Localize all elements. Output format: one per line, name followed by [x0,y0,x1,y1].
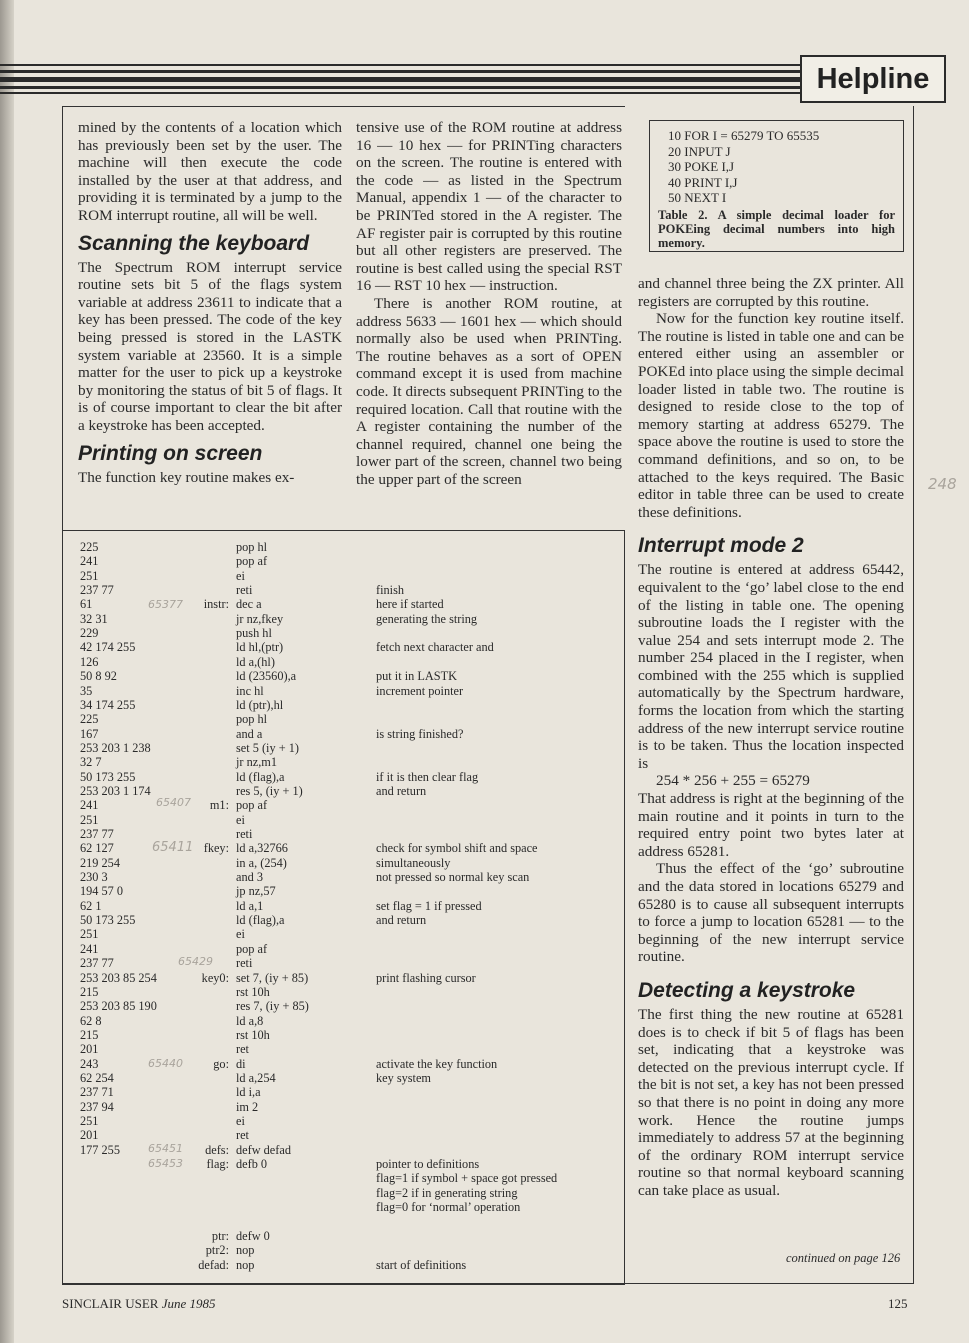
listing-row [62,583,624,597]
listing-instruction: nop [236,1243,255,1258]
listing-row [62,1243,624,1257]
basic-line: 20 INPUT J [668,143,731,159]
listing-comment: increment pointer [376,683,464,698]
listing-bytes: 237 77 [80,827,114,841]
listing-instruction: ld a,254 [236,1070,276,1085]
listing-instruction: pop af [236,941,268,956]
listing-bytes: 215 [80,1027,99,1042]
listing-row [62,841,624,855]
listing-bytes: 167 [80,726,99,741]
page-spine-shadow [0,0,14,1343]
listing-bytes: 243 [80,1056,99,1071]
listing-bytes: 42 174 255 [80,640,136,655]
listing-instruction: rst 10h [236,984,270,999]
listing-bytes: 225 [80,712,99,727]
listing-instruction: and a [236,726,263,741]
listing-bytes: 251 [80,927,99,942]
listing-bytes: 241 [80,554,99,569]
listing-row [62,870,624,884]
listing-instruction: dec a [236,597,262,612]
listing-bytes: 251 [80,1114,99,1128]
listing-label: m1: [209,798,229,813]
pencil-note: 65453 [148,1157,183,1170]
listing-instruction: pop hl [236,712,268,727]
listing-instruction: set 5 (iy + 1) [236,740,299,755]
listing-row [62,971,624,985]
listing-instruction: im 2 [236,1099,259,1114]
listing-row [62,626,624,640]
listing-row [62,612,624,626]
listing-bytes: 35 [80,683,93,698]
listing-label: flag: [206,1157,229,1172]
listing-bytes: 219 254 [80,855,120,870]
listing-bytes: 62 127 [80,841,114,856]
listing-bytes: 253 203 1 238 [80,740,151,755]
pencil-note: 65451 [148,1142,183,1155]
listing-row [62,899,624,913]
listing-instruction: in a, (254) [236,855,287,870]
listing-bytes: 237 77 [80,583,114,598]
listing-comment: flag=1 if symbol + space got pressed [376,1171,558,1186]
listing-instruction: pop af [236,554,268,569]
listing-comment: fetch next character and [376,640,494,655]
subheading: Detecting a keystroke [638,978,856,1002]
listing-bytes: 201 [80,1042,99,1057]
paragraph: and channel three being the ZX printer. All registers are corrupted by this routine. [638,275,904,310]
paragraph: That address is right at the beginning of the main routine and it points in turn to the required entry point two bytes later at address 65281. [638,790,904,860]
paragraph: Now for the function key routine itself. The routine is listed in table one and can be entered either using an assembler or POKEd into place using the simple decimal loader listed in table two. The routine is designed to reside close to the top of memory starting at address 65279. The space above the routine is used to store the command definitions, and so on, to be attached to the keys required. The Basic editor in table three can be used to create these definitions. [638,310,904,521]
listing-instruction: ei [236,1114,245,1128]
listing-instruction: jr nz,fkey [236,611,284,626]
listing-label: instr: [203,597,229,612]
listing-instruction: jp nz,57 [236,884,276,899]
listing-row [62,1200,624,1214]
listing-comment: print flashing cursor [376,970,476,985]
listing-bytes: 62 8 [80,1013,102,1028]
magazine-name: SINCLAIR USER [62,1296,159,1311]
listing-row [62,1100,624,1114]
assembly-listing-box [62,530,625,1284]
listing-bytes: 50 173 255 [80,769,136,784]
listing-instruction: reti [236,956,253,971]
listing-bytes: 237 71 [80,1085,114,1100]
listing-instruction: res 5, (iy + 1) [236,783,303,798]
listing-instruction: reti [236,583,253,598]
listing-row [62,913,624,927]
listing-row [62,655,624,669]
listing-comment: finish [376,583,405,598]
listing-comment: flag=2 if in generating string [376,1185,518,1200]
listing-instruction: defb 0 [236,1157,268,1172]
listing-label: go: [213,1056,229,1071]
listing-bytes: 253 203 85 190 [80,999,157,1014]
basic-listing [650,121,903,206]
paragraph: The first thing the new routine at 65281 does is to check if bit 5 of flags has been set, indicating that a keystroke was detected on the previous interrupt cycle. If the bit is not set, a key has not been pressed so that there is no point in doing any more work. Hence the routine jumps immediately to address 57 at the beginning of the ordinary ROM interrupt service routine so that normal keyboard scanning can take place as usual. [638,1005,904,1199]
listing-row [62,669,624,683]
listing-bytes: 61 [80,597,93,612]
footer-magazine [62,1296,215,1312]
listing-instruction: nop [236,1257,255,1272]
paragraph: The routine is entered at address 65442, equivalent to the ‘go’ label close to the end of the listing in table one. The opening subroutine loads the I register with the value 254 and sets interrupt mode 2. The number 254 placed in the I register, when combined with the 255 which is supplied automatically by the Spectrum hardware, forms the location from which the starting address of the new interrupt service routine is to be taken. Thus the location inspected is [638,561,904,772]
listing-instruction: ld a,(hl) [236,654,275,669]
basic-line: 50 NEXT I [668,190,727,205]
listing-bytes: 201 [80,1128,99,1143]
listing-instruction: reti [236,827,253,841]
listing-row [62,956,624,970]
listing-instruction: ld (flag),a [236,769,285,784]
listing-bytes: 32 31 [80,611,108,626]
listing-row [62,1229,624,1243]
listing-comment: generating the string [376,611,478,626]
listing-instruction: ld a,1 [236,898,264,913]
listing-label: defad: [198,1257,229,1272]
listing-row [62,1143,624,1157]
listing-instruction: rst 10h [236,1027,270,1042]
paragraph: tensive use of the ROM routine at address 16 — 10 hex — for PRINTing characters on the screen. The routine is entered with the code — as listed in the Spectrum Manual, appendix 1 — of the character to be PRINTed stored in the A register. The AF register pair is corrupted by this routine but all other registers are preserved. The routine is best called using the special RST 16 — RST 10 hex — instruction. [356,119,622,295]
article-column-3 [638,275,904,1200]
article-frame-right [913,106,914,1284]
listing-row [62,640,624,654]
table-caption: Table 2. A simple decimal loader for POKEing decimal numbers into high memory. [658,207,895,250]
listing-instruction: ld (flag),a [236,913,285,928]
paragraph: The Spectrum ROM interrupt service routine sets bit 5 of the flags system variable at address 23611 to indicate that a key has been pressed. The code of the key being pressed is stored in the LASTK system variable at 23560. It is a simple matter for the user to pick up a keystroke by monitoring the status of bit 5 of flags. It is of course important to clear the bit after a keystroke has been accepted. [78,258,342,434]
listing-instruction: push hl [236,626,272,641]
listing-row [62,684,624,698]
listing-comment: start of definitions [376,1257,467,1272]
listing-row [62,698,624,712]
pencil-note: 65377 [148,598,183,611]
listing-bytes: 50 173 255 [80,913,136,928]
listing-row [62,798,624,812]
listing-comment: not pressed so normal key scan [376,870,530,885]
listing-instruction: di [236,1056,246,1071]
listing-comment: if it is then clear flag [376,769,479,784]
listing-label: ptr2: [205,1243,229,1258]
article-column-1 [78,119,342,486]
listing-row [62,1128,624,1142]
listing-instruction: ld i,a [236,1085,261,1100]
paragraph: The function key routine makes ex- [78,468,295,486]
listing-bytes: 50 8 92 [80,669,117,684]
listing-instruction: ei [236,812,245,827]
listing-label: fkey: [203,841,229,856]
listing-instruction: defw 0 [236,1228,270,1243]
listing-comment: set flag = 1 if pressed [376,898,482,913]
pencil-note: 65407 [156,796,191,809]
basic-line: 30 POKE I,J [668,159,735,174]
listing-instruction: pop af [236,798,268,813]
listing-comment: and return [376,913,427,928]
subheading: Interrupt mode 2 [638,534,804,558]
listing-bytes: 34 174 255 [80,697,136,712]
article-column-2 [356,119,622,488]
listing-comment: check for symbol shift and space [376,841,538,856]
listing-row [62,755,624,769]
listing-row [62,569,624,583]
listing-label: defs: [205,1142,229,1157]
listing-comment: key system [376,1070,431,1085]
listing-comment: flag=0 for ‘normal’ operation [376,1200,521,1215]
listing-bytes: 62 1 [80,898,102,913]
listing-instruction: jr nz,m1 [236,755,277,770]
listing-instruction: inc hl [236,683,264,698]
listing-row [62,1057,624,1071]
listing-row [62,540,624,554]
listing-comment: put it in LASTK [376,669,457,684]
listing-instruction: ld (ptr),hl [236,697,284,712]
listing-bytes: 32 7 [80,755,102,770]
listing-row [62,1157,624,1171]
listing-comment: activate the key function [376,1056,498,1071]
listing-comment: here if started [376,597,444,612]
listing-bytes: 241 [80,941,99,956]
listing-row [62,999,624,1013]
listing-comment: simultaneously [376,855,451,870]
section-title: Helpline [800,55,946,103]
listing-comment: and return [376,783,427,798]
listing-label: key0: [201,970,229,985]
paragraph: There is another ROM routine, at address 5633 — 1601 hex — which should normally also be used when PRINTing. The routine behaves as a sort of OPEN command except it is used from machine code. It directs subsequent PRINTing to the required location. Call that routine with the A register containing the number of the channel required, channel one being the lower part of the screen, channel two being the upper part of the screen [356,294,622,488]
listing-row [62,770,624,784]
subheading: Scanning the keyboard [78,231,310,255]
listing-bytes: 237 94 [80,1099,114,1114]
listing-bytes: 253 203 1 174 [80,783,151,798]
listing-instruction: res 7, (iy + 85) [236,999,309,1014]
listing-row [62,1071,624,1085]
listing-row [62,1258,624,1272]
listing-bytes: 251 [80,568,99,583]
listing-instruction: ei [236,927,245,942]
basic-line: 40 PRINT I,J [668,174,738,190]
listing-instruction: ld (23560),a [236,669,297,684]
listing-row [62,727,624,741]
listing-row [62,985,624,999]
listing-row [62,1186,624,1200]
listing-row [62,1085,624,1099]
listing-bytes: 253 203 85 254 [80,970,157,985]
listing-instruction: set 7, (iy + 85) [236,970,309,985]
continued-note: continued on page 126 [786,1251,901,1265]
listing-row [62,1171,624,1185]
listing-row [62,712,624,726]
listing-instruction: defw defad [236,1142,291,1157]
listing-comment: is string finished? [376,726,464,741]
listing-row [62,884,624,898]
listing-row [62,813,624,827]
listing-instruction: ei [236,568,245,583]
pencil-note: 248 [928,475,957,493]
equation: 254 * 256 + 255 = 65279 [656,772,810,790]
listing-bytes: 225 [80,540,99,554]
pencil-note: 65440 [148,1057,183,1070]
listing-bytes: 251 [80,812,99,827]
listing-comment: pointer to definitions [376,1157,480,1172]
listing-bytes: 237 77 [80,956,114,971]
listing-row [62,597,624,611]
listing-row [62,741,624,755]
listing-instruction: and 3 [236,870,263,885]
listing-row [62,784,624,798]
paragraph: mined by the contents of a location which has previously been set by the user. The machine will then execute the code installed by the user at that address, and providing it is terminated by a jump to the ROM interrupt routine, all will be well. [78,119,342,224]
issue-date: June 1985 [161,1296,216,1311]
pencil-note: 65429 [178,955,213,968]
listing-row [62,1014,624,1028]
listing-row [62,554,624,568]
listing-row [62,942,624,956]
paragraph: Thus the effect of the ‘go’ subroutine and the data stored in locations 65279 and 65280 is to cause all subsequent interrupts to force a jump to location 65281 — to the beginning of the new interrupt service routine. [638,860,904,966]
listing-row [62,1214,624,1228]
listing-instruction: ret [236,1042,249,1057]
listing-row [62,927,624,941]
listing-instruction: ld a,8 [236,1013,264,1028]
listing-instruction: pop hl [236,540,268,554]
listing-bytes: 194 57 0 [80,884,124,899]
listing-row [62,827,624,841]
listing-instruction: ld hl,(ptr) [236,640,284,655]
page-number: 125 [888,1296,908,1311]
listing-bytes: 126 [80,654,99,669]
table-2-box [649,120,904,252]
listing-bytes: 215 [80,984,99,999]
listing-instruction: ld a,32766 [236,841,288,856]
listing-bytes: 230 3 [80,870,108,885]
listing-bytes: 62 254 [80,1070,114,1085]
listing-row [62,1028,624,1042]
listing-row [62,1114,624,1128]
listing-bytes: 229 [80,626,99,641]
listing-bytes: 241 [80,798,99,813]
basic-line: 10 FOR I = 65279 TO 65535 [668,128,820,143]
listing-instruction: ret [236,1128,249,1143]
subheading: Printing on screen [78,441,263,465]
listing-label: ptr: [211,1228,229,1243]
listing-row [62,856,624,870]
listing-row [62,1042,624,1056]
pencil-note: 65411 [152,840,194,855]
listing-bytes: 177 255 [80,1142,120,1157]
